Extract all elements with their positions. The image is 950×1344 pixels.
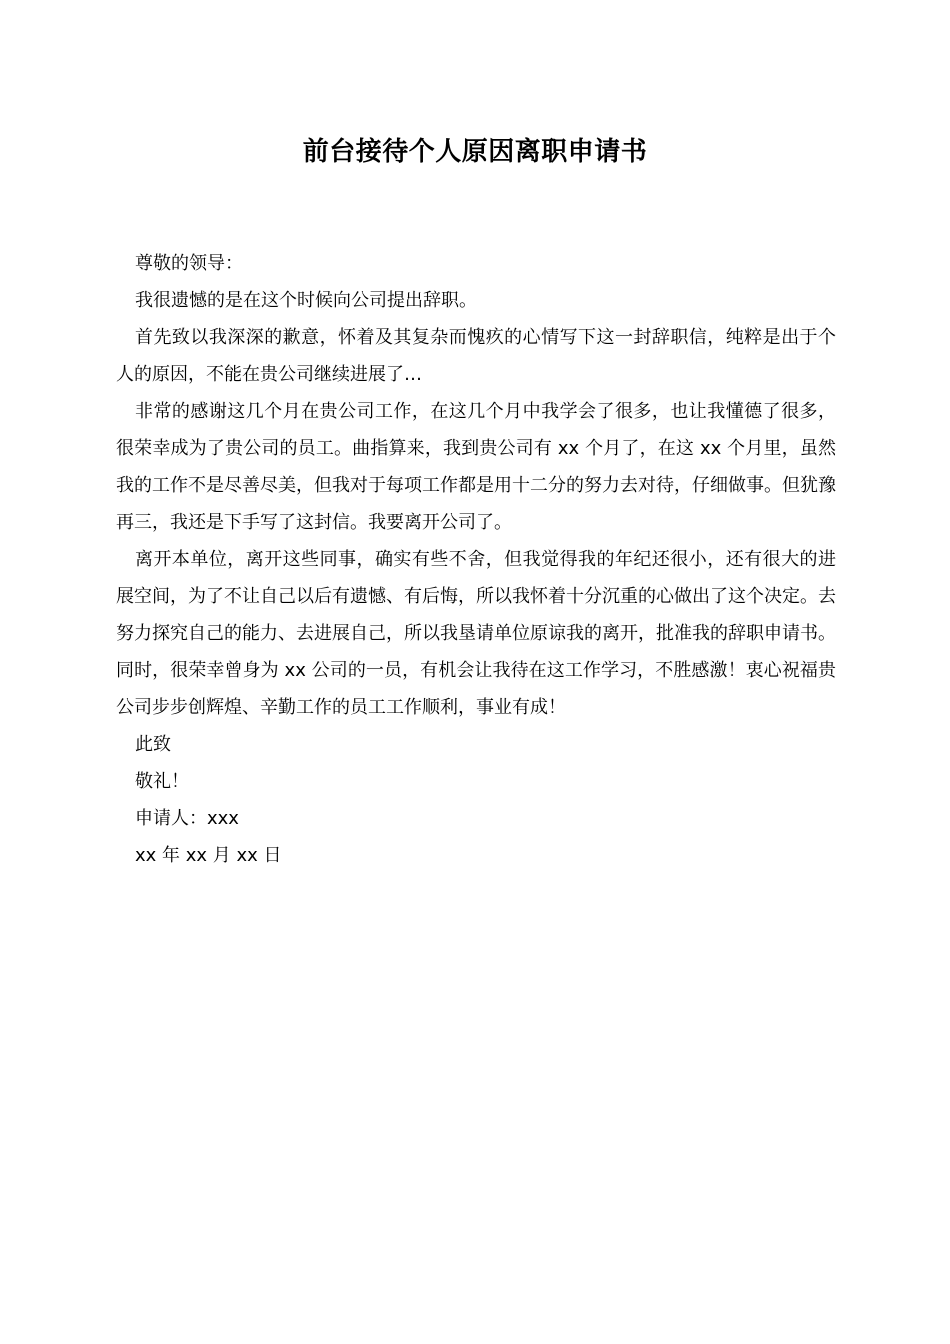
closing-line: 此致 (135, 734, 171, 755)
document-title: 前台接待个人原因离职申请书 (302, 137, 648, 167)
paragraph: 非常的感谢这几个月在贵公司工作，在这几个月中我学会了很多，也让我懂德了很多，很荣幸成为了贵公司的员工。曲指算来，我到贵公司有 xx 个月了，在这 xx 个月里，虽然我的工作不是尽善尽美，但我对于每项工作都是用十二分的努力去对待，仔细做事。但犹豫再三，我还是下手写了这封信。我要离开公司了。 (116, 401, 836, 533)
paragraph: 离开本单位，离开这些同事，确实有些不舍，但我觉得我的年纪还很小，还有很大的进展空间，为了不让自己以后有遗憾、有后悔，所以我怀着十分沉重的心做出了这个决定。去努力探究自己的能力、去进展自己，所以我垦请单位原谅我的离开，批准我的辞职申请书。同时，很荣幸曾身为 xx 公司的一员，有机会让我待在这工作学习，不胜感激！衷心祝福贵公司步步创辉煌、辛勤工作的员工工作顺利，事业有成！ (116, 549, 836, 718)
letter-body (116, 245, 836, 874)
applicant-line: 申请人：xxx (135, 808, 239, 829)
date-line: xx 年 xx 月 xx 日 (135, 845, 282, 866)
paragraph: 首先致以我深深的歉意，怀着及其复杂而愧疚的心情写下这一封辞职信，纯粹是出于个人的原因，不能在贵公司继续进展了… (116, 327, 836, 385)
salutation: 尊敬的领导： (135, 253, 243, 274)
paragraph: 我很遗憾的是在这个时候向公司提出辞职。 (135, 290, 477, 311)
closing-greeting: 敬礼！ (135, 771, 189, 792)
